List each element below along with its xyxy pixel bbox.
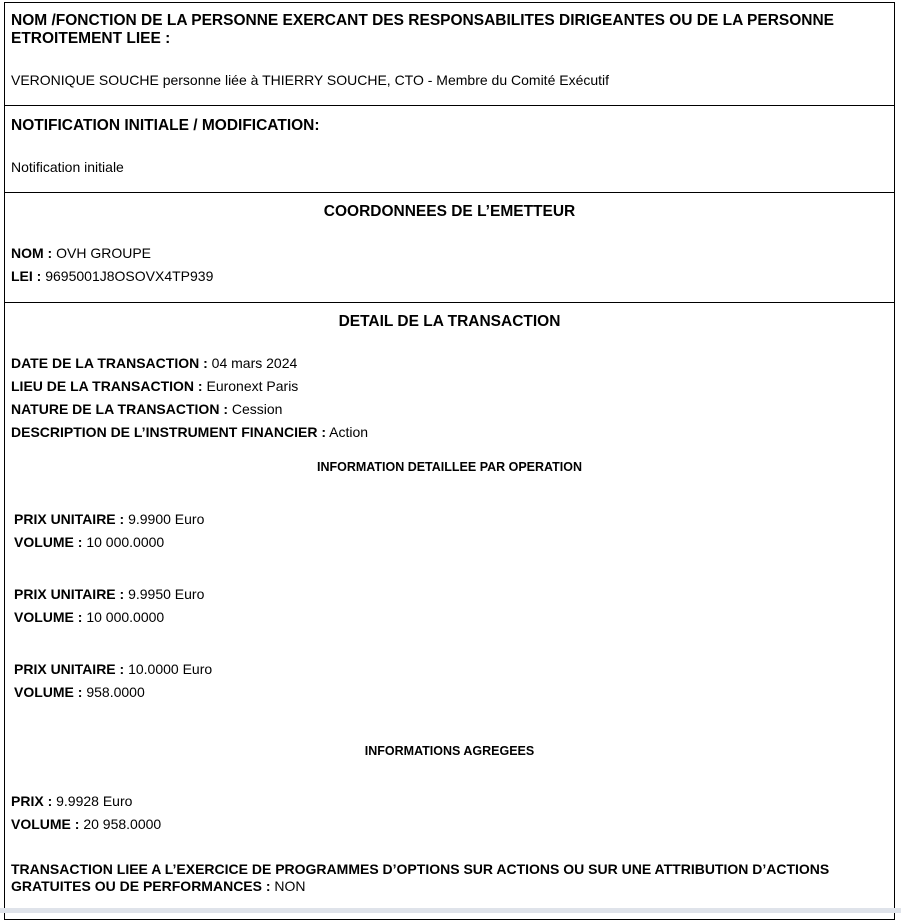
transaction-date-label: DATE DE LA TRANSACTION : bbox=[11, 355, 208, 371]
operation-2-price-value: 9.9950 Euro bbox=[128, 586, 205, 602]
transaction-place-row bbox=[11, 378, 298, 394]
linked-transaction-row bbox=[11, 861, 831, 895]
notification-section bbox=[4, 105, 895, 193]
operation-2-volume-row bbox=[14, 609, 164, 625]
operation-3-price-row bbox=[14, 661, 212, 677]
transaction-instrument-label: DESCRIPTION DE L’INSTRUMENT FINANCIER : bbox=[11, 424, 327, 440]
operation-1-price-label: PRIX UNITAIRE : bbox=[14, 511, 125, 527]
issuer-section bbox=[4, 192, 895, 303]
notification-heading: NOTIFICATION INITIALE / MODIFICATION: bbox=[11, 117, 320, 134]
operation-1-price-value: 9.9900 Euro bbox=[128, 511, 205, 527]
aggregated-volume-value: 20 958.0000 bbox=[83, 816, 162, 832]
person-heading: NOM /FONCTION DE LA PERSONNE EXERCANT DES RESPONSABILITES DIRIGEANTES OU DE LA PERSONNE ETROITEMENT LIEE : bbox=[11, 12, 835, 47]
issuer-lei-label: LEI : bbox=[11, 268, 42, 284]
linked-transaction-label: TRANSACTION LIEE A L’EXERCICE DE PROGRAMMES D’OPTIONS SUR ACTIONS OU SUR UNE ATTRIBUTION D’ACTIONS GRATUITES OU DE PERFORMANCES : bbox=[11, 861, 830, 894]
operation-3-price-label: PRIX UNITAIRE : bbox=[14, 661, 125, 677]
operation-3-volume-row bbox=[14, 684, 145, 700]
operation-2-price-label: PRIX UNITAIRE : bbox=[14, 586, 125, 602]
aggregated-price-row bbox=[11, 793, 132, 809]
aggregated-price-value: 9.9928 Euro bbox=[56, 793, 133, 809]
aggregated-price-label: PRIX : bbox=[11, 793, 53, 809]
person-section bbox=[4, 2, 895, 106]
operation-3-volume-value: 958.0000 bbox=[86, 684, 145, 700]
issuer-heading: COORDONNEES DE L’EMETTEUR bbox=[323, 203, 576, 220]
transaction-nature-value: Cession bbox=[231, 401, 283, 417]
aggregated-volume-label: VOLUME : bbox=[11, 816, 80, 832]
transaction-instrument-row bbox=[11, 424, 368, 440]
transaction-date-row bbox=[11, 355, 297, 371]
transaction-place-label: LIEU DE LA TRANSACTION : bbox=[11, 378, 203, 394]
operation-1-volume-label: VOLUME : bbox=[14, 534, 83, 550]
operation-1-volume-value: 10 000.0000 bbox=[86, 534, 165, 550]
transaction-date-value: 04 mars 2024 bbox=[211, 355, 298, 371]
operation-3-price-value: 10.0000 Euro bbox=[128, 661, 213, 677]
notification-value: Notification initiale bbox=[11, 159, 124, 175]
aggregated-volume-row bbox=[11, 816, 161, 832]
detail-heading: INFORMATION DETAILLEE PAR OPERATION bbox=[316, 460, 583, 474]
linked-transaction-value: NON bbox=[274, 878, 306, 894]
transaction-section bbox=[4, 302, 895, 922]
operation-3-volume-label: VOLUME : bbox=[14, 684, 83, 700]
issuer-lei-row bbox=[11, 268, 213, 284]
transaction-heading: DETAIL DE LA TRANSACTION bbox=[338, 313, 561, 330]
operation-2-volume-value: 10 000.0000 bbox=[86, 609, 165, 625]
issuer-name-row bbox=[11, 245, 151, 261]
transaction-nature-row bbox=[11, 401, 282, 417]
operation-1-price-row bbox=[14, 511, 204, 527]
issuer-name-label: NOM : bbox=[11, 245, 53, 261]
transaction-instrument-value: Action bbox=[329, 424, 369, 440]
operation-2-volume-label: VOLUME : bbox=[14, 609, 83, 625]
operation-1-volume-row bbox=[14, 534, 164, 550]
transaction-nature-label: NATURE DE LA TRANSACTION : bbox=[11, 401, 228, 417]
transaction-place-value: Euronext Paris bbox=[206, 378, 299, 394]
issuer-lei-value: 9695001J8OSOVX4TP939 bbox=[45, 268, 214, 284]
bottom-strip bbox=[0, 908, 901, 913]
aggregated-heading: INFORMATIONS AGREGEES bbox=[364, 744, 535, 758]
operation-2-price-row bbox=[14, 586, 204, 602]
person-value: VERONIQUE SOUCHE personne liée à THIERRY SOUCHE, CTO - Membre du Comité Exécutif bbox=[11, 72, 610, 88]
issuer-name-value: OVH GROUPE bbox=[56, 245, 152, 261]
